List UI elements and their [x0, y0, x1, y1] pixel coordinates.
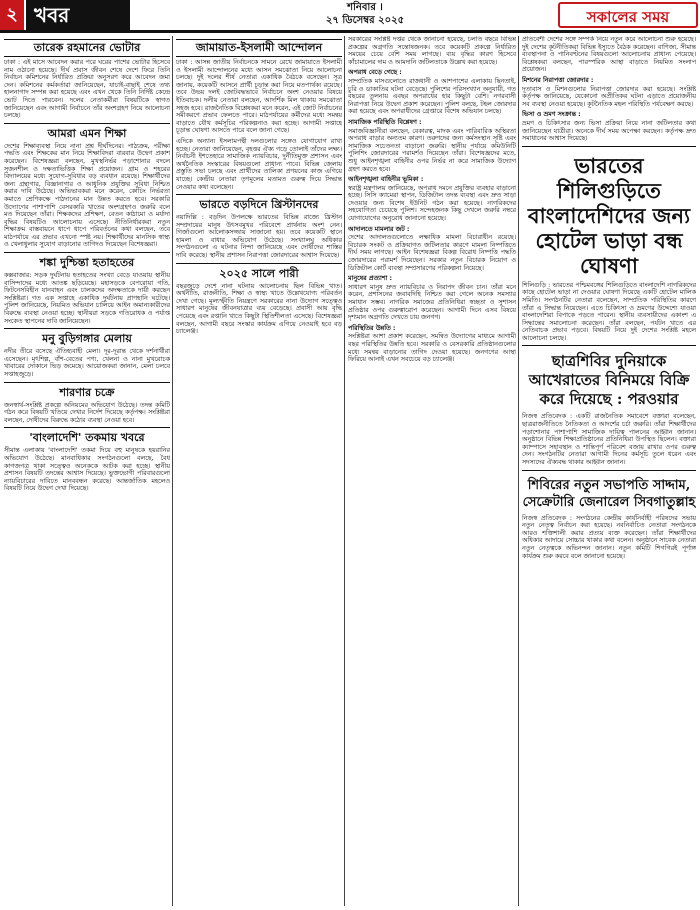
article-headline: ২০২৫ সালে পারী	[219, 266, 299, 280]
page-number: ২	[0, 0, 24, 30]
lead-headline: ভারতের শিলিগুড়িতে বাংলাদেশিদের জন্য হোটেল ভাড়া বন্ধ ঘোষণা	[527, 152, 691, 278]
column-2	[176, 36, 342, 906]
article-divider	[4, 123, 170, 124]
article-body: দেশের শিক্ষাব্যবস্থা নিয়ে নানা প্রশ্ন দীর্ঘদিনের। পাঠ্যক্রম, পরীক্ষা পদ্ধতি এবং শিক্ষকের মান নিয়ে শিক্ষাবিদরা বারবার উদ্বেগ প্রকাশ করেছেন। বিশেষজ্ঞরা বলছেন, মুখস্থনির্ভর পড়াশোনার বদলে সৃজনশীল ও দক্ষতাভিত্তিক শিক্ষা প্রয়োজন। গ্রাম ও শহরের বিদ্যালয়ের মধ্যে সুযোগ-সুবিধার বড় ব্যবধান রয়েছে। শিক্ষার্থীদের জন্য গ্রন্থাগার, বিজ্ঞানাগার ও আধুনিক প্রযুক্তির সুবিধা নিশ্চিত করার দাবি উঠেছে। অভিভাবকরা মনে করেন, কোচিং নির্ভরতা কমাতে শ্রেণিকক্ষে পাঠদানের মান উন্নত করতে হবে। সরকারি উদ্যোগের পাশাপাশি বেসরকারি খাতের অংশগ্রহণও জরুরি বলে মত দিয়েছেন তাঁরা। শিক্ষকদের প্রশিক্ষণ, বেতন কাঠামো ও মর্যাদা বৃদ্ধির বিষয়টিও আলোচনায় এসেছে। নীতিনির্ধারকরা নতুন শিক্ষাক্রম বাস্তবায়নে ধাপে ধাপে পরিবর্তনের কথা বলছেন, তবে মাঠপর্যায়ে এর প্রভাব এখনো স্পষ্ট নয়। শিক্ষার্থীদের মানসিক স্বাস্থ্য ও খেলাধুলার সুযোগ বাড়ানোর তাগিদও দিয়েছেন বিশেষজ্ঞরা।	[4, 142, 170, 249]
article-subhead: অপরাধ বেড়ে গেছে :	[348, 69, 402, 77]
article-body: দেশের আদালতগুলোতে লক্ষাধিক মামলা বিচারাধীন রয়েছে। বিচারক সংকট ও প্রক্রিয়াগত জটিলতার কারণে মামলা নিষ্পত্তিতে দীর্ঘ সময় লাগছে। আইন বিশেষজ্ঞরা বিকল্প বিরোধ নিষ্পত্তি পদ্ধতি জোরদারের পরামর্শ দিয়েছেন। সরকার নতুন বিচারক নিয়োগ ও ডিজিটাল কোর্ট ব্যবস্থা সম্প্রসারণের পরিকল্পনা নিয়েছে।	[348, 234, 516, 272]
issue-date-text: ২৭ ডিসেম্বর ২০২৫	[325, 15, 405, 26]
column-3	[348, 36, 516, 906]
article-headline: শারণার চক্রে	[59, 385, 115, 399]
article-subhead: ভিসা ও ভ্রমণ সংক্রান্ত :	[522, 111, 581, 119]
issue-date	[300, 1, 430, 27]
article-body: সমাজবিজ্ঞানীরা বলছেন, বেকারত্ব, মাদক এবং পারিবারিক অস্থিরতা অপরাধ বাড়ার অন্যতম কারণ। তরুণদের জন্য কর্মসংস্থান সৃষ্টি এবং সামাজিক সচেতনতা বাড়ানো জরুরি। স্থানীয় পর্যায়ে কমিউনিটি পুলিশিং জোরদারের পরামর্শও দিয়েছেন তাঁরা। বিশেষজ্ঞদের মতে, শুধু আইনশৃঙ্খলা বাহিনীর ওপর নির্ভর না করে সামাজিক উদ্যোগ গ্রহণ করতে হবে।	[348, 127, 516, 173]
issue-weekday: শনিবার ।	[347, 2, 383, 13]
article-body: স্বরাষ্ট্র মন্ত্রণালয় জানিয়েছে, অপরাধ দমনে প্রযুক্তির ব্যবহার বাড়ানো হচ্ছে। সিসি ক্যামেরা স্থাপন, ডিজিটাল তদন্ত ব্যবস্থা এবং দ্রুত সাড়া দেওয়ার জন্য বিশেষ ইউনিট গঠন করা হয়েছে। নাগরিকদের সহযোগিতা চেয়েছে পুলিশ। সন্দেহজনক কিছু দেখলে জরুরি নম্বরে যোগাযোগের অনুরোধ জানানো হয়েছে।	[348, 184, 516, 223]
article-divider	[4, 427, 170, 428]
article-body: নিজস্ব প্রতিবেদক : একটি রাজনৈতিক সমাবেশে বক্তারা বলেছেন, ছাত্ররাজনীতিতে নৈতিকতা ও আদর্শের চর্চা জরুরি। তাঁরা শিক্ষার্থীদের পড়াশোনার পাশাপাশি সামাজিক দায়িত্ব পালনের আহ্বান জানান। অনুষ্ঠানে বিভিন্ন শিক্ষাপ্রতিষ্ঠানের প্রতিনিধিরা উপস্থিত ছিলেন। বক্তারা ক্যাম্পাসে সহাবস্থান ও শান্তিপূর্ণ পরিবেশ বজায় রাখার ওপর গুরুত্ব দেন। সংগঠনটির নেতারা আগামী দিনের কর্মসূচি তুলে ধরেন এবং সদস্যদের ঐক্যবদ্ধ থাকার আহ্বান জানান।	[522, 413, 696, 467]
article-subhead: সামাজিক পরিস্থিতি বিশ্লেষণ :	[348, 118, 422, 126]
article-body: নদীর তীরে বসেছে ঐতিহ্যবাহী মেলা। দূর-দূরান্ত থেকে দর্শনার্থীরা এসেছেন। মৃৎশিল্প, বাঁশ-বেতের পণ্য, খেলনা ও নানা মুখরোচক খাবারের দোকানে ভিড় জমেছে। আয়োজকরা জানান, মেলা চলবে সপ্তাহজুড়ে।	[4, 348, 170, 378]
article-body: জনস্বার্থ-সংশ্লিষ্ট প্রকল্পে অনিয়মের অভিযোগ উঠেছে। তদন্ত কমিটি গঠন করে বিষয়টি খতিয়ে দেখার নির্দেশ দিয়েছে কর্তৃপক্ষ। সংশ্লিষ্টরা বলছেন, দোষীদের বিরুদ্ধে কঠোর ব্যবস্থা নেওয়া হবে।	[4, 401, 170, 424]
article-body: সরকারের সংশ্লিষ্ট দপ্তর থেকে জানানো হয়েছে, চলতি বছরে বিভিন্ন প্রকল্পের অগ্রগতি সন্তোষজনক। তবে কয়েকটি প্রকল্পে নির্ধারিত সময়ের চেয়ে বেশি সময় লাগছে। ব্যয় বৃদ্ধির কারণ হিসেবে কাঁচামালের দাম ও আমদানি জটিলতাকে উল্লেখ করা হয়েছে।	[348, 36, 516, 66]
article-body: নয়াদিল্লি : বড়দিন উপলক্ষে ভারতের বিভিন্ন রাজ্যে খ্রিস্টান সম্প্রদায়ের মানুষ উৎসবমুখর পরিবেশে প্রার্থনায় অংশ নেন। গির্জাগুলো আলোকসজ্জায় সাজানো হয়। তবে কয়েকটি স্থানে হামলা ও বাধার অভিযোগ উঠেছে। সংখ্যালঘু অধিকার সংগঠনগুলো এ ঘটনার নিন্দা জানিয়েছে এবং দোষীদের শাস্তির দাবি করেছে। স্থানীয় প্রশাসন নিরাপত্তা জোরদারের আশ্বাস দিয়েছে।	[176, 214, 342, 260]
article-headline: শঙ্কা দুশ্চিন্তা হতাহতের	[39, 256, 135, 270]
article-body: সীমান্ত এলাকায় 'বাংলাদেশি' তকমা দিয়ে বহু মানুষকে হয়রানির অভিযোগ উঠেছে। মানবাধিকার সংগঠনগুলো বলছে, বৈধ কাগজপত্র থাকা সত্ত্বেও অনেককে আটক করা হচ্ছে। স্থানীয় প্রশাসন বিষয়টি তদন্তের আশ্বাস দিয়েছে। ভুক্তভোগী পরিবারগুলো ন্যায়বিচারের দাবিতে মানববন্ধন করেছে। আন্তর্জাতিক মহলেও বিষয়টি নিয়ে উদ্বেগ দেখা দিয়েছে।	[4, 447, 170, 493]
article-subhead: মানুষের প্রত্যাশা :	[348, 275, 393, 283]
article-divider	[176, 263, 342, 264]
column-rule	[172, 36, 173, 906]
column-4	[522, 36, 696, 906]
article-headline: 'বাংলাদেশি' তকমায় খবরে	[29, 431, 145, 445]
article-body: এদিকে অন্যান্য ইসলামপন্থী দলগুলোর সঙ্গেও যোগাযোগ রাখা হচ্ছে। নেতারা জানিয়েছেন, বৃহত্তর ঐক্য গড়ে তোলাই তাঁদের লক্ষ্য। নির্বাচনী ইশতেহারে সামাজিক ন্যায়বিচার, দুর্নীতিমুক্ত প্রশাসন এবং অর্থনৈতিক সংস্কারের বিষয়গুলো প্রাধান্য পাবে। বিভিন্ন জেলায় প্রস্তুতি সভা চলছে এবং প্রার্থীদের তালিকা প্রণয়নের কাজ এগিয়ে যাচ্ছে। কেন্দ্রীয় নেতারা তৃণমূলের মতামত গুরুত্ব দিয়ে সিদ্ধান্ত নেওয়ার কথা বলেছেন।	[176, 137, 342, 191]
article-divider	[522, 345, 696, 346]
article-body: ভ্রমণ ও চিকিৎসার জন্য ভিসা প্রক্রিয়া নিয়ে নানা জটিলতার কথা জানিয়েছেন যাত্রীরা। অনেকে দীর্ঘ সময় অপেক্ষা করছেন। কর্তৃপক্ষ দ্রুত সমাধানের আশ্বাস দিয়েছে।	[522, 119, 696, 143]
column-1	[4, 36, 170, 906]
article-body: নিজস্ব প্রতিবেদক : সংগঠনের কেন্দ্রীয় কার্যনির্বাহী পরিষদের সভায় নতুন নেতৃত্ব নির্বাচন করা হয়েছে। নবনির্বাচিত নেতারা সংগঠনকে আরও শক্তিশালী করার প্রত্যয় ব্যক্ত করেছেন। তাঁরা শিক্ষার্থীদের অধিকার আদায়ে সোচ্চার থাকার কথা বলেন। অনুষ্ঠানে সাবেক নেতারা নতুন নেতৃত্বকে অভিনন্দন জানান। নতুন কমিটি শিগগিরই পূর্ণাঙ্গ কার্যক্রম শুরু করবে বলে জানানো হয়েছে।	[522, 514, 696, 560]
article-headline: তারেক রহমানের ভোটার	[4, 39, 170, 57]
section-title: খবর	[26, 0, 130, 30]
article-divider	[522, 146, 696, 147]
article-body: সাম্প্রতিক মাসগুলোতে রাজধানী ও আশপাশের এলাকায় ছিনতাই, চুরি ও ডাকাতির ঘটনা বেড়েছে। পুলিশের পরিসংখ্যান অনুযায়ী, গত বছরের তুলনায় এবছর অপরাধের হার কিছুটা বেশি। নগরবাসী নিরাপত্তা নিয়ে উদ্বেগ প্রকাশ করেছেন। পুলিশ বলছে, টহল জোরদার করা হয়েছে এবং অপরাধীদের গ্রেপ্তারে বিশেষ অভিযান চলছে।	[348, 77, 516, 116]
article-body: শিলিগুড়ি : ভারতের পশ্চিমবঙ্গের শিলিগুড়িতে বাংলাদেশি নাগরিকদের কাছে হোটেল ভাড়া না দেওয়ার ঘোষণা দিয়েছে একটি হোটেল মালিক সমিতি। সংগঠনটির নেতারা বলেছেন, সাম্প্রতিক পরিস্থিতির কারণে তাঁরা এ সিদ্ধান্ত নিয়েছেন। এতে চিকিৎসা ও ভ্রমণের উদ্দেশ্যে যাওয়া বাংলাদেশিরা বিপাকে পড়তে পারেন। স্থানীয় ব্যবসায়ীদের একাংশ এ সিদ্ধান্তের সমালোচনা করেছেন। তাঁরা বলছেন, পর্যটন খাতে এর নেতিবাচক প্রভাব পড়বে। বিষয়টি নিয়ে দুই দেশের সংশ্লিষ্ট মহলে আলোচনা চলছে।	[522, 281, 696, 342]
column-rule	[344, 36, 345, 906]
article-headline-large: শিবিরের নতুন সভাপতি সাদ্দাম, সেক্রেটারি জেনারেল সিবগাতুল্লাহ	[522, 477, 696, 510]
article-body: ঢাকা : আসন্ন জাতীয় নির্বাচনকে সামনে রেখে জামায়াতে ইসলামী ও ইসলামী আন্দোলনের মধ্যে আসন সমঝোতা নিয়ে আলোচনা চলছে। দুই দলের শীর্ষ নেতারা একাধিক বৈঠকে বসেছেন। সূত্র জানায়, কয়েকটি আসনে প্রার্থী চূড়ান্ত করা নিয়ে মতপার্থক্য রয়েছে। তবে উভয় দলই জোটবদ্ধভাবে নির্বাচনে অংশ নেওয়ার বিষয়ে ইতিবাচক। দলীয় নেতারা বলছেন, আদর্শিক মিল থাকায় সমঝোতা সহজ হবে। রাজনৈতিক বিশ্লেষকরা মনে করেন, এই জোট নির্বাচনের সমীকরণে প্রভাব ফেলতে পারে। মাঠপর্যায়ের কর্মীদের মধ্যে সমন্বয় বাড়াতে যৌথ কর্মসূচির পরিকল্পনাও করা হচ্ছে। আগামী সপ্তাহে চূড়ান্ত ঘোষণা আসতে পারে বলে জানা গেছে।	[176, 59, 342, 135]
article-body: কক্সবাজার: সড়ক দুর্ঘটনায় হতাহতের সংখ্যা বেড়ে যাওয়ায় স্থানীয় বাসিন্দাদের মধ্যে আতঙ্ক ছড়িয়েছে। মহাসড়কে বেপরোয়া গতি, ফিটনেসবিহীন যানবাহন এবং চালকদের অদক্ষতাকে দায়ী করছেন সংশ্লিষ্টরা। গত এক সপ্তাহে একাধিক দুর্ঘটনায় প্রাণহানি ঘটেছে। পুলিশ জানিয়েছে, নিয়মিত অভিযান চালিয়ে আইন অমান্যকারীদের বিরুদ্ধে ব্যবস্থা নেওয়া হচ্ছে। স্থানীয়রা সড়কে গতিরোধক ও পর্যাপ্ত সংকেত স্থাপনের দাবি জানিয়েছেন।	[4, 272, 170, 325]
newspaper-logo: সকালের সময়	[558, 2, 698, 28]
article-headline: জামায়াত-ইসলামী আন্দোলন	[176, 39, 342, 57]
article-divider	[4, 328, 170, 329]
article-divider	[522, 470, 696, 471]
article-subhead: আইনশৃঙ্খলা বাহিনীর ভূমিকা :	[348, 176, 424, 184]
article-body: বছরজুড়ে দেশে নানা ঘটনায় আলোচনায় ছিল বিভিন্ন খাত। অর্থনীতি, রাজনীতি, শিক্ষা ও স্বাস্থ্য খাতে উল্লেখযোগ্য পরিবর্তন দেখা গেছে। মূল্যস্ফীতি নিয়ন্ত্রণে সরকারের নানা উদ্যোগ সত্ত্বেও সাধারণ মানুষের জীবনযাত্রার ব্যয় বেড়েছে। প্রবাসী আয় বৃদ্ধি পেয়েছে এবং রপ্তানি খাতে কিছুটা স্থিতিশীলতা এসেছে। বিশেষজ্ঞরা বলছেন, আগামী বছরে সংস্কার কার্যক্রম এগিয়ে নেওয়াই হবে বড় চ্যালেঞ্জ।	[176, 282, 342, 336]
article-headline-large: ছাত্রশিবির দুনিয়াকে আখেরাতের বিনিময়ে বিক্রি করে দিয়েছে : পরওয়ার	[528, 352, 690, 409]
article-body: প্রতিবেশী দেশের সঙ্গে সম্পর্ক নিয়ে নতুন করে আলোচনা শুরু হয়েছে। দুই দেশের কূটনীতিকরা বিভিন্ন ইস্যুতে বৈঠক করেছেন। বাণিজ্য, সীমান্ত ব্যবস্থাপনা ও পানিবণ্টনের বিষয়গুলো আলোচনায় প্রাধান্য পেয়েছে। বিশ্লেষকরা বলছেন, পারস্পরিক আস্থা বাড়াতে নিয়মিত সংলাপ প্রয়োজন।	[522, 36, 696, 74]
article-subhead: পরিস্থিতির উন্নতি :	[348, 324, 396, 332]
article-body: সাধারণ মানুষ দ্রুত ন্যায়বিচার ও নিরাপদ জীবন চান। তাঁরা মনে করেন, প্রশাসনের জবাবদিহি নিশ্চিত করা গেলে অনেক সমস্যার সমাধান সম্ভব। নাগরিক সমাজের প্রতিনিধিরা স্বচ্ছতা ও সুশাসন প্রতিষ্ঠার ওপর গুরুত্বারোপ করেছেন। আগামী দিনে এসব বিষয়ে দৃশ্যমান অগ্রগতি দেখতে চায় জনগণ।	[348, 283, 516, 322]
article-subhead: মিশনের নিরাপত্তা জোরদার :	[522, 76, 594, 84]
column-rule	[518, 36, 519, 906]
article-divider	[4, 382, 170, 383]
article-body: দূতাবাস ও মিশনগুলোর নিরাপত্তা জোরদার করা হয়েছে। সংশ্লিষ্ট কর্তৃপক্ষ জানিয়েছে, যেকোনো অপ্রীতিকর ঘটনা এড়াতে প্রয়োজনীয় সব ব্যবস্থা নেওয়া হয়েছে। কূটনৈতিক মহল পরিস্থিতি পর্যবেক্ষণ করছে।	[522, 85, 696, 108]
article-headline: আমরা এমন শিক্ষা	[47, 126, 127, 140]
article-divider	[176, 194, 342, 195]
article-divider	[4, 252, 170, 253]
article-headline: ভারতে বড়দিনে খ্রিস্টানদের	[199, 198, 319, 212]
article-body: ঢাকা : এই মাসে আবেদন করার পরে ঘরের পাশের ভোটার হিসেবে নাম ওঠানো হয়েছে। দীর্ঘ প্রবাস জীবন শেষে দেশে ফিরে তিনি নির্বাচন কমিশনের নির্ধারিত প্রক্রিয়া অনুসরণ করে আবেদন জমা দেন। কমিশনের কর্মকর্তারা জানিয়েছেন, যাচাই-বাছাই শেষে তথ্য হালনাগাদ সম্পন্ন করা হয়েছে এবং এখন থেকে তিনি নির্দিষ্ট কেন্দ্রে ভোট দিতে পারবেন। দলের নেতাকর্মীরা বিষয়টিকে স্বাগত জানিয়েছেন এবং আগামী নির্বাচনে তাঁর অংশগ্রহণ নিয়ে আলোচনা চলছে।	[4, 59, 170, 120]
article-headline: মনু বুড়িগঙ্গার মেলায়	[42, 332, 132, 346]
article-subhead: আদালতে মামলার জট :	[348, 225, 410, 233]
masthead	[0, 0, 700, 33]
article-body: সংশ্লিষ্টরা আশা প্রকাশ করেছেন, সমন্বিত উদ্যোগের মাধ্যমে আগামী বছর পরিস্থিতির উন্নতি হবে। সরকারি ও বেসরকারি প্রতিষ্ঠানগুলোর মধ্যে সমন্বয় বাড়ানোর তাগিদ দেওয়া হয়েছে। জনগণের আস্থা ফিরিয়ে আনাই এখন সবচেয়ে বড় চ্যালেঞ্জ।	[348, 333, 516, 364]
